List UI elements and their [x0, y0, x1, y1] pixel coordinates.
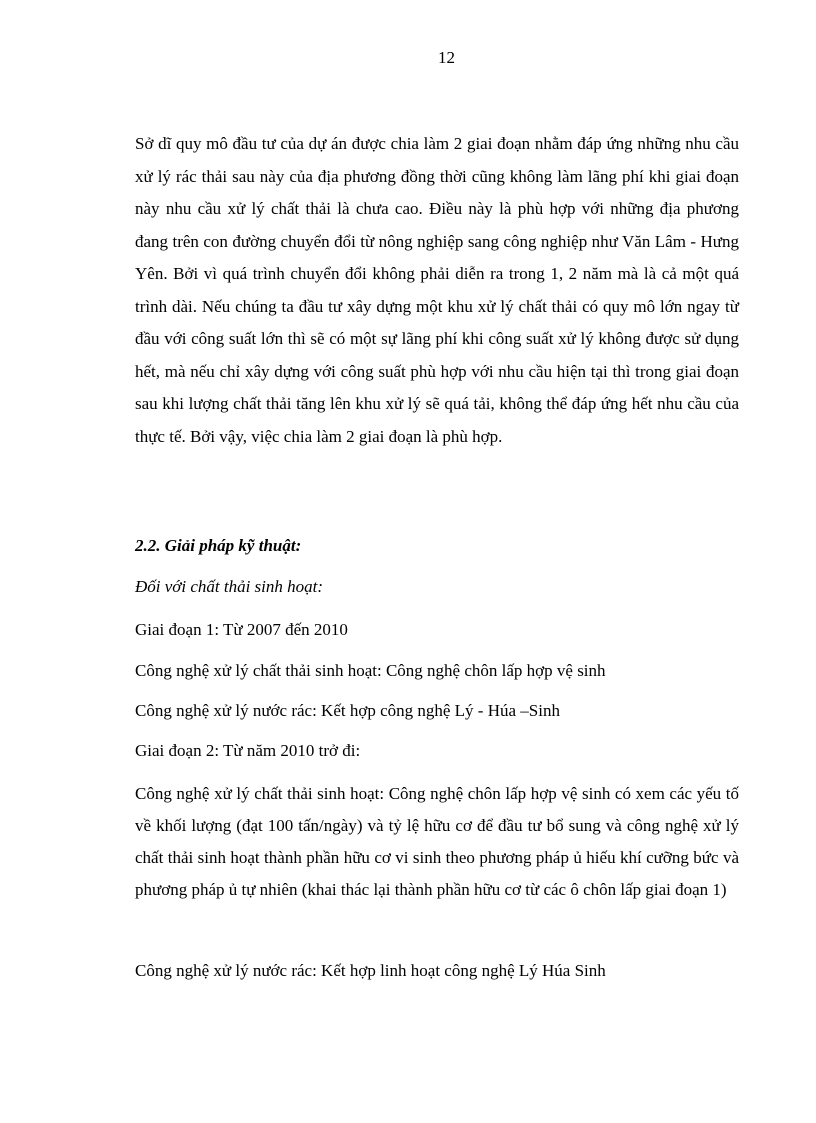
phase1-solid-waste: Công nghệ xử lý chất thải sinh hoạt: Công nghệ chôn lấp hợp vệ sinh — [135, 661, 606, 680]
phase1-title: Giai đoạn 1: Từ 2007 đến 2010 — [135, 620, 348, 639]
intro-paragraph: Sở dĩ quy mô đầu tư của dự án được chia làm 2 giai đoạn nhằm đáp ứng những nhu cầu xử lý rác thải sau này của địa phương đồng thời cũng không làm lãng phí khi giai đoạn này nhu cầu xử lý chất thải là chưa cao. Điều này là phù hợp với những địa phương đang trên con đường chuyển đổi từ nông nghiệp sang công nghiệp như Văn Lâm - Hưng Yên. Bởi vì quá trình chuyển đổi không phải diễn ra trong 1, 2 năm mà là cả một quá trình dài. Nếu chúng ta đầu tư xây dựng một khu xử lý chất thải có quy mô lớn ngay từ đầu với công suất lớn thì sẽ có một sự lãng phí khi công suất xử lý không được sử dụng hết, mà nếu chỉ xây dựng với công suất phù hợp với nhu cầu hiện tại thì trong giai đoạn sau khi lượng chất thải tăng lên khu xử lý sẽ quá tải, không thể đáp ứng hết nhu cầu của thực tế. Bởi vậy, việc chia làm 2 giai đoạn là phù hợp. — [135, 134, 739, 446]
phase2-leachate: Công nghệ xử lý nước rác: Kết hợp linh hoạt công nghệ Lý Húa Sinh — [135, 961, 606, 980]
section-heading: 2.2. Giải pháp kỹ thuật: — [135, 536, 302, 555]
phase1-leachate: Công nghệ xử lý nước rác: Kết hợp công nghệ Lý - Húa –Sinh — [135, 701, 560, 720]
page-number: 12 — [438, 48, 455, 67]
phase2-title: Giai đoạn 2: Từ năm 2010 trở đi: — [135, 741, 361, 760]
phase2-solid-waste: Công nghệ xử lý chất thải sinh hoạt: Công nghệ chôn lấp hợp vệ sinh có xem các yếu tố về khối lượng (đạt 100 tấn/ngày) và tỷ lệ hữu cơ để đầu tư bổ sung và công nghệ xử lý chất thải sinh hoạt thành phần hữu cơ vi sinh theo phương pháp ủ hiếu khí cưỡng bức và phương pháp ủ tự nhiên (khai thác lại thành phần hữu cơ từ các ô chôn lấp giai đoạn 1) — [135, 784, 739, 899]
subheading: Đối với chất thải sinh hoạt: — [135, 577, 324, 596]
